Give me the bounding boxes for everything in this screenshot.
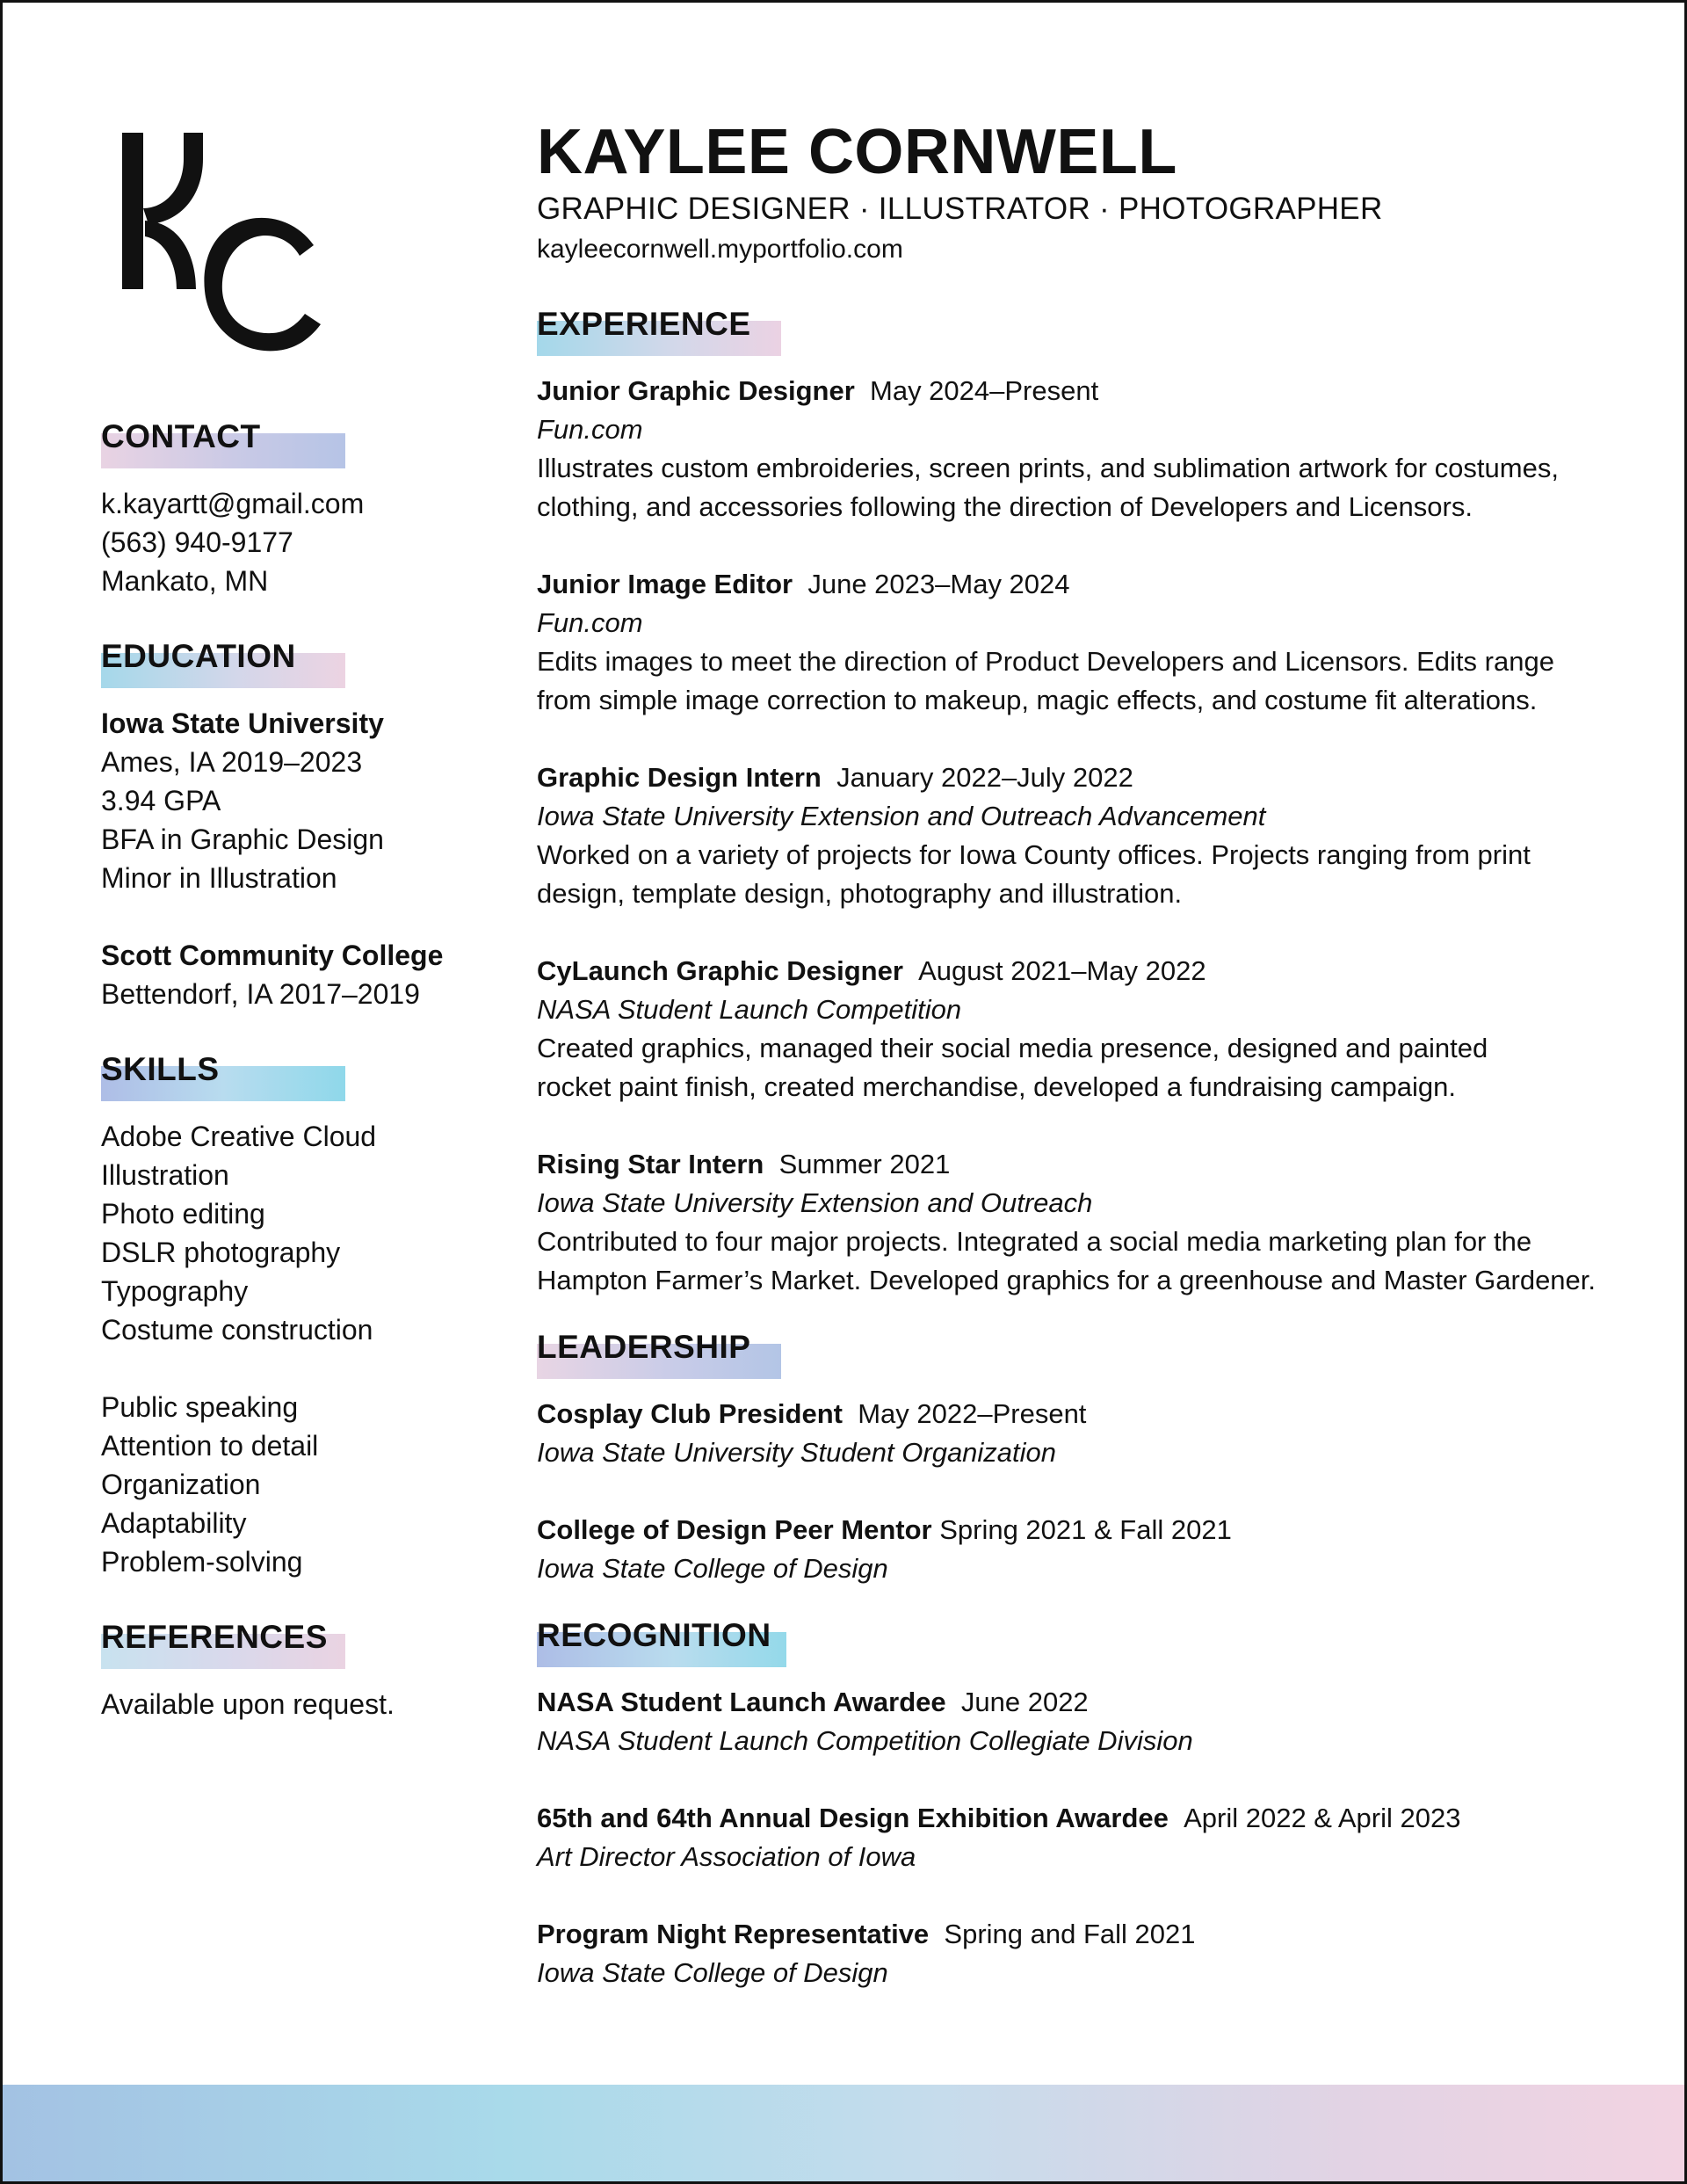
role-org: Iowa State College of Design	[537, 1553, 888, 1584]
job-desc: clothing, and accessories following the direction of Developers and Licensors.	[537, 491, 1473, 522]
education-heading: EDUCATION	[101, 635, 505, 685]
job-org: Iowa State University Extension and Outreach Advancement	[537, 801, 1266, 831]
school-detail: BFA in Graphic Design	[101, 824, 384, 855]
role-dates: Spring 2021 & Fall 2021	[939, 1514, 1232, 1545]
school-detail: 3.94 GPA	[101, 785, 221, 816]
award-org: Art Director Association of Iowa	[537, 1841, 916, 1872]
job-desc: rocket paint finish, created merchandise, developed a fundraising campaign.	[537, 1071, 1457, 1102]
skills-heading: SKILLS	[101, 1048, 505, 1098]
job-title: Rising Star Intern	[537, 1149, 764, 1179]
recognition-item	[537, 1799, 1618, 1876]
job-title: Junior Image Editor	[537, 569, 793, 599]
award-title: NASA Student Launch Awardee	[537, 1687, 946, 1717]
recognition-item	[537, 1915, 1618, 1992]
job-title: Junior Graphic Designer	[537, 375, 855, 406]
references-text: Available upon request.	[101, 1688, 395, 1720]
location: Mankato, MN	[101, 565, 269, 597]
right-column	[537, 117, 1618, 1992]
contact-heading: CONTACT	[101, 416, 505, 465]
job-org: NASA Student Launch Competition	[537, 994, 962, 1025]
experience-item	[537, 1145, 1618, 1300]
phone: (563) 940-9177	[101, 526, 293, 558]
job-desc: Worked on a variety of projects for Iowa County offices. Projects ranging from print	[537, 839, 1531, 870]
experience-item	[537, 372, 1618, 526]
portfolio-link[interactable]: kayleecornwell.myportfolio.com	[537, 235, 903, 264]
award-title: 65th and 64th Annual Design Exhibition Awardee	[537, 1803, 1169, 1833]
school-detail: Ames, IA 2019–2023	[101, 746, 363, 778]
role-dates: May 2022–Present	[858, 1398, 1087, 1429]
leadership-heading: LEADERSHIP	[537, 1326, 1618, 1375]
job-desc: Edits images to meet the direction of Product Developers and Licensors. Edits range	[537, 646, 1554, 677]
school-name: Iowa State University	[101, 707, 384, 739]
job-dates: June 2023–May 2024	[807, 569, 1070, 599]
contact-info	[101, 484, 505, 600]
role-title: Cosplay Club President	[537, 1398, 843, 1429]
award-org: Iowa State College of Design	[537, 1957, 888, 1988]
job-subtitle: GRAPHIC DESIGNER · ILLUSTRATOR · PHOTOGRAPHER	[537, 192, 1383, 226]
footer-gradient-band	[3, 2085, 1684, 2181]
job-desc: from simple image correction to makeup, magic effects, and costume fit alterations.	[537, 685, 1538, 715]
job-title: CyLaunch Graphic Designer	[537, 955, 903, 986]
job-org: Fun.com	[537, 607, 643, 638]
job-desc: design, template design, photography and illustration.	[537, 878, 1183, 909]
experience-item	[537, 758, 1618, 913]
award-org: NASA Student Launch Competition Collegiate Division	[537, 1725, 1193, 1756]
skill-item: Illustration	[101, 1159, 229, 1191]
skill-item: Typography	[101, 1275, 249, 1307]
award-dates: June 2022	[960, 1687, 1089, 1717]
job-org: Iowa State University Extension and Outreach	[537, 1187, 1093, 1218]
skill-item: Costume construction	[101, 1314, 373, 1346]
award-title: Program Night Representative	[537, 1919, 930, 1949]
skill-item: Adaptability	[101, 1507, 247, 1539]
award-dates: April 2022 & April 2023	[1184, 1803, 1461, 1833]
references-heading: REFERENCES	[101, 1616, 505, 1665]
role-org: Iowa State University Student Organization	[537, 1437, 1057, 1468]
skill-item: DSLR photography	[101, 1237, 341, 1268]
award-dates: Spring and Fall 2021	[944, 1919, 1196, 1949]
kc-monogram-logo	[110, 124, 329, 361]
job-dates: January 2022–July 2022	[836, 762, 1133, 793]
email: k.kayartt@gmail.com	[101, 488, 365, 519]
job-desc: Contributed to four major projects. Integrated a social media marketing plan for the	[537, 1226, 1532, 1257]
job-org: Fun.com	[537, 414, 643, 445]
recognition-item	[537, 1683, 1618, 1760]
skill-item: Organization	[101, 1469, 261, 1500]
skill-item: Problem-solving	[101, 1546, 303, 1578]
job-dates: August 2021–May 2022	[918, 955, 1206, 986]
skill-item: Adobe Creative Cloud	[101, 1121, 377, 1152]
skill-item: Photo editing	[101, 1198, 265, 1230]
name-title: KAYLEE CORNWELL	[537, 117, 1177, 187]
job-desc: Hampton Farmer’s Market. Developed graphics for a greenhouse and Master Gardener.	[537, 1265, 1596, 1295]
recognition-heading: RECOGNITION	[537, 1614, 1618, 1664]
job-dates: Summer 2021	[778, 1149, 951, 1179]
experience-item	[537, 952, 1618, 1107]
job-dates: May 2024–Present	[870, 375, 1099, 406]
leadership-item	[537, 1511, 1618, 1588]
leadership-item	[537, 1395, 1618, 1472]
skills-list	[101, 1117, 505, 1581]
experience-item	[537, 565, 1618, 720]
education-list	[101, 704, 505, 1013]
job-desc: Created graphics, managed their social media presence, designed and painted	[537, 1033, 1488, 1063]
left-column	[101, 416, 505, 1723]
job-title: Graphic Design Intern	[537, 762, 822, 793]
experience-heading: EXPERIENCE	[537, 303, 1618, 352]
skill-item: Public speaking	[101, 1391, 299, 1423]
school-detail: Minor in Illustration	[101, 862, 337, 894]
school-detail: Bettendorf, IA 2017–2019	[101, 978, 420, 1010]
skill-item: Attention to detail	[101, 1430, 319, 1462]
job-desc: Illustrates custom embroideries, screen prints, and sublimation artwork for costumes,	[537, 453, 1559, 483]
school-name: Scott Community College	[101, 940, 444, 971]
role-title: College of Design Peer Mentor	[537, 1514, 932, 1545]
